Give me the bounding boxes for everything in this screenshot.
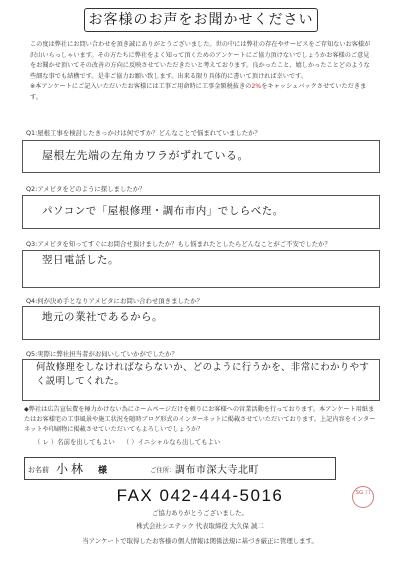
question-1-answer: 屋根左先端の左角カワラがずれている。 xyxy=(42,149,249,162)
name-field[interactable]: 小林 xyxy=(56,462,87,476)
question-4-label: Q4:何が決め手となりアメビタにお問い合わせ頂きましたか？ xyxy=(26,297,204,305)
notice-prefix: ※本アンケートにご記入いただいたお客様には工事ご用命時に工事金額税抜きの xyxy=(30,83,252,91)
name-honorific: 様 xyxy=(98,466,108,476)
consent-option-1-label: 名前を出してもよい xyxy=(57,438,115,446)
footer-company: 株式会社シエテック 代表取締役 大久保 誠二 xyxy=(136,522,264,530)
fax-number: FAX 042-444-5016 xyxy=(116,486,284,505)
question-3-label: Q3:アメビタを知ってすぐにお問合せ頂けましたか？もし悩まれたとしたらどんなことがご不安でしたか？ xyxy=(26,240,331,248)
question-2-label: Q2:アメビタをどのように探しましたか？ xyxy=(26,185,146,193)
page-title: お客様のお声をお聞かせください xyxy=(84,8,318,32)
publication-note xyxy=(24,405,376,435)
question-4-answer: 地元の業社であるから。 xyxy=(42,311,163,323)
publication-note-text: ◆弊社は広告宣伝費を極力かけない為にホームページだけを頼りにお客様への営業活動を行っております。本アンケート用紙またはお客様宅の工事風景や施工状況を随時ブログ形式のインターネットに掲載させていただいております。上記内容をインターネットや印刷物に掲載させていただいてもよろしいでしょうか？ xyxy=(24,406,376,433)
inspection-stamp: SG 口 xyxy=(352,486,374,508)
footer-thanks: ご協力ありがとうございました。 xyxy=(152,509,248,517)
consent-option-1-mark[interactable]: （ レ ） xyxy=(34,438,58,446)
consent-option-2-mark[interactable]: （ ） xyxy=(122,438,138,446)
consent-options xyxy=(34,437,220,446)
name-label: お名前 xyxy=(28,466,49,474)
address-label: ご住所： xyxy=(150,466,176,474)
question-3-answer: 翌日電話した。 xyxy=(42,254,119,266)
consent-option-2-label: イニシャルなら出してもよい xyxy=(137,438,221,446)
question-5-answer: 何故修理をしなければならないか、どのように行うかを、非常にわかりやすく説明してくれた。 xyxy=(36,362,370,387)
intro-text xyxy=(30,40,374,104)
footer-privacy: 当アンケートで取得したお客様の個人情報は関係法規に基づき厳正に管理します。 xyxy=(82,537,318,545)
address-field[interactable]: 調布市深大寺北町 xyxy=(175,465,259,476)
cashback-notice xyxy=(30,82,374,103)
question-1-label: Q1:屋根工事を検討したきっかけは何ですか？どんなことで悩まれていましたか？ xyxy=(26,129,261,137)
question-5-label: Q5:実際に弊社担当者がお伺いしていかがでしたか？ xyxy=(26,350,178,358)
intro-paragraph: この度は弊社にお問い合わせを頂き誠にありがとうございました。世の中には弊社の存在やサービスをご存知ないお客様が沢山いらっしゃいます。その方たちに弊社をよく知って頂くためのアンケートにご協力頂けないでしょうかお客様のご意見をお聞かせ頂いてその改善の方向に反映させていただきたいと考えております。良かったこと、嬉しかったことどのような些細な事でも結構です。是非ご協力お願い致します。出来る限り具体的に書いて頂ければ幸いです。 xyxy=(30,41,371,80)
notice-percent: 2% xyxy=(251,83,262,91)
question-2-answer: パソコンで「屋根修理・調布市内」でしらべた。 xyxy=(42,205,284,217)
notice-suffix: をキャッシュバックさせていただきます。 xyxy=(30,83,367,101)
